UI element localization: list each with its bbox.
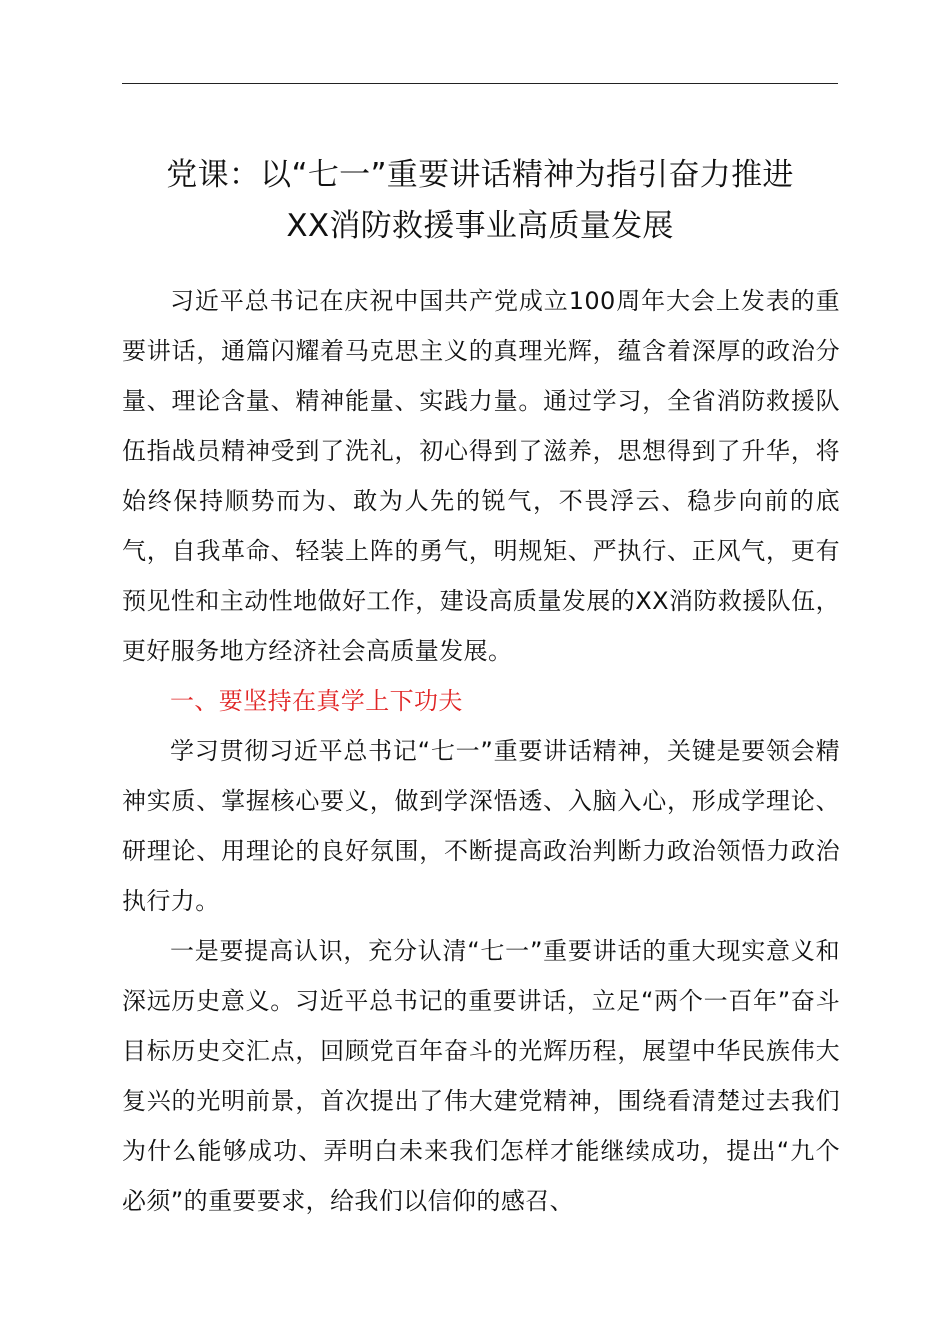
- header-rule: [122, 83, 838, 84]
- document-title: [118, 150, 842, 252]
- section-heading-1: 一、要坚持在真学上下功夫: [170, 687, 463, 715]
- section1-paragraph-2: 一是要提高认识，充分认清“七一”重要讲话的重大现实意义和深远历史意义。习近平总书记的重要讲话，立足“两个一百年”奋斗目标历史交汇点，回顾党百年奋斗的光辉历程，展望中华民族伟大复兴的光明前景，首次提出了伟大建党精神，围绕看清楚过去我们为什么能够成功、弄明白未来我们怎样才能继续成功，提出“九个必须”的重要要求，给我们以信仰的感召、: [122, 937, 841, 1215]
- title-line-1: 党课：以“七一”重要讲话精神为指引奋力推进: [166, 157, 794, 193]
- section1-paragraph-1: 学习贯彻习近平总书记“七一”重要讲话精神，关键是要领会精神实质、掌握核心要义，做到学深悟透、入脑入心，形成学理论、研理论、用理论的良好氛围，不断提高政治判断力政治领悟力政治执行力。: [122, 737, 840, 915]
- title-line-2: XX消防救援事业高质量发展: [286, 208, 674, 244]
- intro-paragraph: 习近平总书记在庆祝中国共产党成立100周年大会上发表的重要讲话，通篇闪耀着马克思主义的真理光辉，蕴含着深厚的政治分量、理论含量、精神能量、实践力量。通过学习，全省消防救援队伍指战员精神受到了洗礼，初心得到了滋养，思想得到了升华，将始终保持顺势而为、敢为人先的锐气，不畏浮云、稳步向前的底气，自我革命、轻装上阵的勇气，明规矩、严执行、正风气，更有预见性和主动性地做好工作，建设高质量发展的XX消防救援队伍，更好服务地方经济社会高质量发展。: [122, 287, 840, 665]
- document-body: [122, 276, 840, 1226]
